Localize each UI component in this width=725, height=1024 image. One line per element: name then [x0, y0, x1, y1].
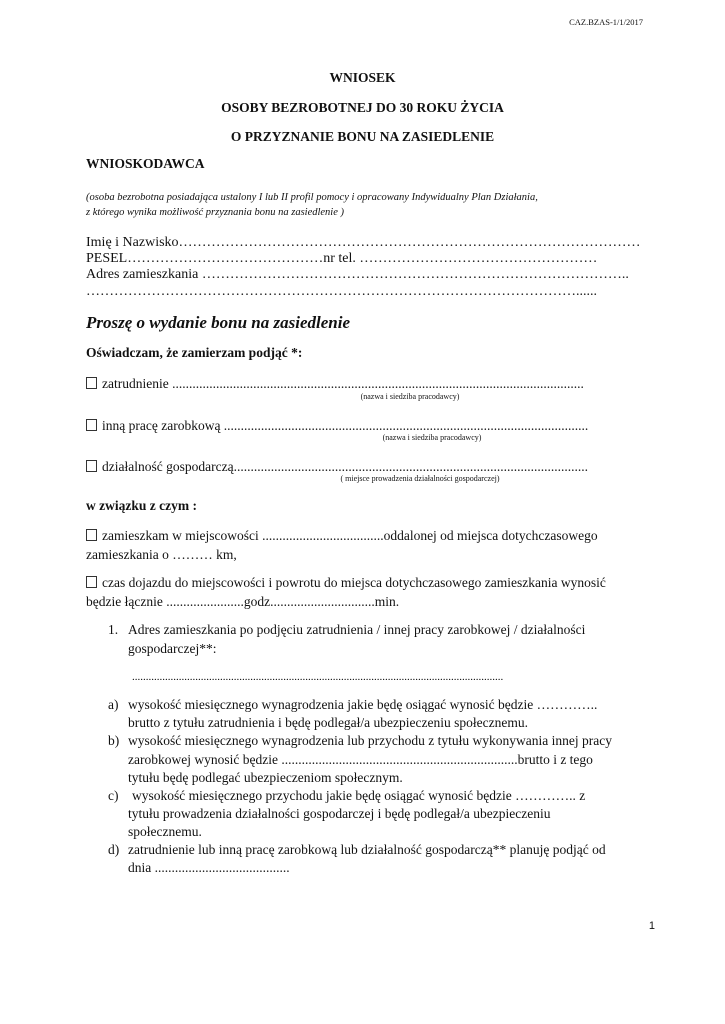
option-business-label: działalność gospodarczą.........................................................................................................: [102, 459, 588, 474]
commute-checkbox[interactable]: [86, 576, 97, 588]
declaration-heading: Oświadczam, że zamierzam podjąć *:: [86, 345, 303, 360]
item-c-line-1: wysokość miesięcznego przychodu jakie będę osiągać wynosić będzie ………….. z: [132, 788, 586, 803]
item-1-line-1: Adres zamieszkania po podjęciu zatrudnienia / innej pracy zarobkowej / działalności: [128, 622, 586, 637]
item-a-line-1: wysokość miesięcznego wynagrodzenia jakie będę osiągać wynosić będzie …………..: [128, 697, 598, 712]
other-work-checkbox[interactable]: [86, 419, 97, 431]
title-line-2: OSOBY BEZROBOTNEJ DO 30 ROKU ŻYCIA: [221, 100, 504, 115]
address-field-continued[interactable]: ……………………………………………………………………………………………......: [86, 284, 597, 299]
item-1-number: 1.: [108, 622, 119, 637]
item-c-letter: c): [108, 788, 119, 803]
employment-checkbox[interactable]: [86, 377, 97, 389]
pesel-phone-field[interactable]: PESEL……………………………………nr tel. ……………………………………………: [86, 251, 598, 266]
residence-line-1-text: zamieszkam w miejscowości ....................................oddalonej od miejsca dotychczasowego: [102, 528, 598, 543]
residence-checkbox[interactable]: [86, 529, 97, 541]
item-c-line-2: tytułu prowadzenia działalności gospodarczej i będę podlegał/a ubezpieczeniu: [128, 806, 551, 821]
page-number: 1: [648, 920, 655, 932]
item-b-line-3: tytułu będę podlegać ubezpieczeniom społecznym.: [128, 770, 403, 785]
option-employment-caption: (nazwa i siedziba pracodawcy): [360, 392, 460, 401]
item-d-line-1: zatrudnienie lub inną pracę zarobkową lub działalność gospodarczą** planuję podjąć od: [128, 842, 606, 857]
option-other-work-caption: (nazwa i siedziba pracodawcy): [382, 433, 482, 442]
item-b-letter: b): [108, 733, 120, 748]
item-a-line-2: brutto z tytułu zatrudnienia i będę podlegał/a ubezpieczeniu społecznemu.: [128, 715, 528, 730]
option-employment: [86, 374, 584, 393]
document-reference: CAZ.BZAS-1/1/2017: [569, 17, 643, 27]
applicant-heading: WNIOSKODAWCA: [86, 156, 205, 171]
residence-line-2: zamieszkania o ……… km,: [86, 547, 237, 562]
title-line-3: O PRZYZNANIE BONU NA ZASIEDLENIE: [230, 129, 495, 144]
item-1-address-field[interactable]: .......................................................................................................................................: [132, 671, 504, 683]
request-heading: Proszę o wydanie bonu na zasiedlenie: [86, 313, 350, 332]
residence-line-1: [86, 526, 598, 545]
applicant-note-line-1: (osoba bezrobotna posiadająca ustalony I lub II profil pomocy i opracowany Indywidualny Plan Działania,: [86, 192, 538, 203]
item-b-line-1: wysokość miesięcznego wynagrodzenia lub przychodu z tytułu wykonywania innej pracy: [128, 733, 612, 748]
item-1-line-2: gospodarczej**:: [128, 641, 217, 656]
option-business-caption: ( miejsce prowadzenia działalności gospodarczej): [340, 474, 500, 483]
title-line-1: WNIOSEK: [329, 70, 396, 85]
option-other-work-label: inną pracę zarobkową ............................................................................................................: [102, 418, 589, 433]
applicant-note-line-2: z którego wynika możliwość przyznania bonu na zasiedlenie ): [86, 207, 345, 218]
item-d-letter: d): [108, 842, 120, 857]
commute-line-1: [86, 573, 606, 592]
business-checkbox[interactable]: [86, 460, 97, 472]
commute-line-2: będzie łącznie .......................godz...............................min.: [86, 594, 400, 609]
item-d-line-2: dnia ........................................: [128, 860, 290, 875]
option-employment-label: zatrudnienie ..........................................................................................................................: [102, 376, 584, 391]
item-c-line-3: społecznemu.: [128, 824, 202, 839]
address-field[interactable]: Adres zamieszkania ………………………………………………………………………………..: [86, 267, 629, 282]
commute-line-1-text: czas dojazdu do miejscowości i powrotu do miejsca dotychczasowego zamieszkania wynosić: [102, 575, 606, 590]
therefore-heading: w związku z czym :: [86, 498, 197, 513]
name-field[interactable]: Imię i Nazwisko………………………………………………………………………………………: [86, 235, 641, 250]
item-a-letter: a): [108, 697, 119, 712]
item-b-line-2: zarobkowej wynosić będzie ......................................................................brutto i z tego: [128, 752, 593, 767]
